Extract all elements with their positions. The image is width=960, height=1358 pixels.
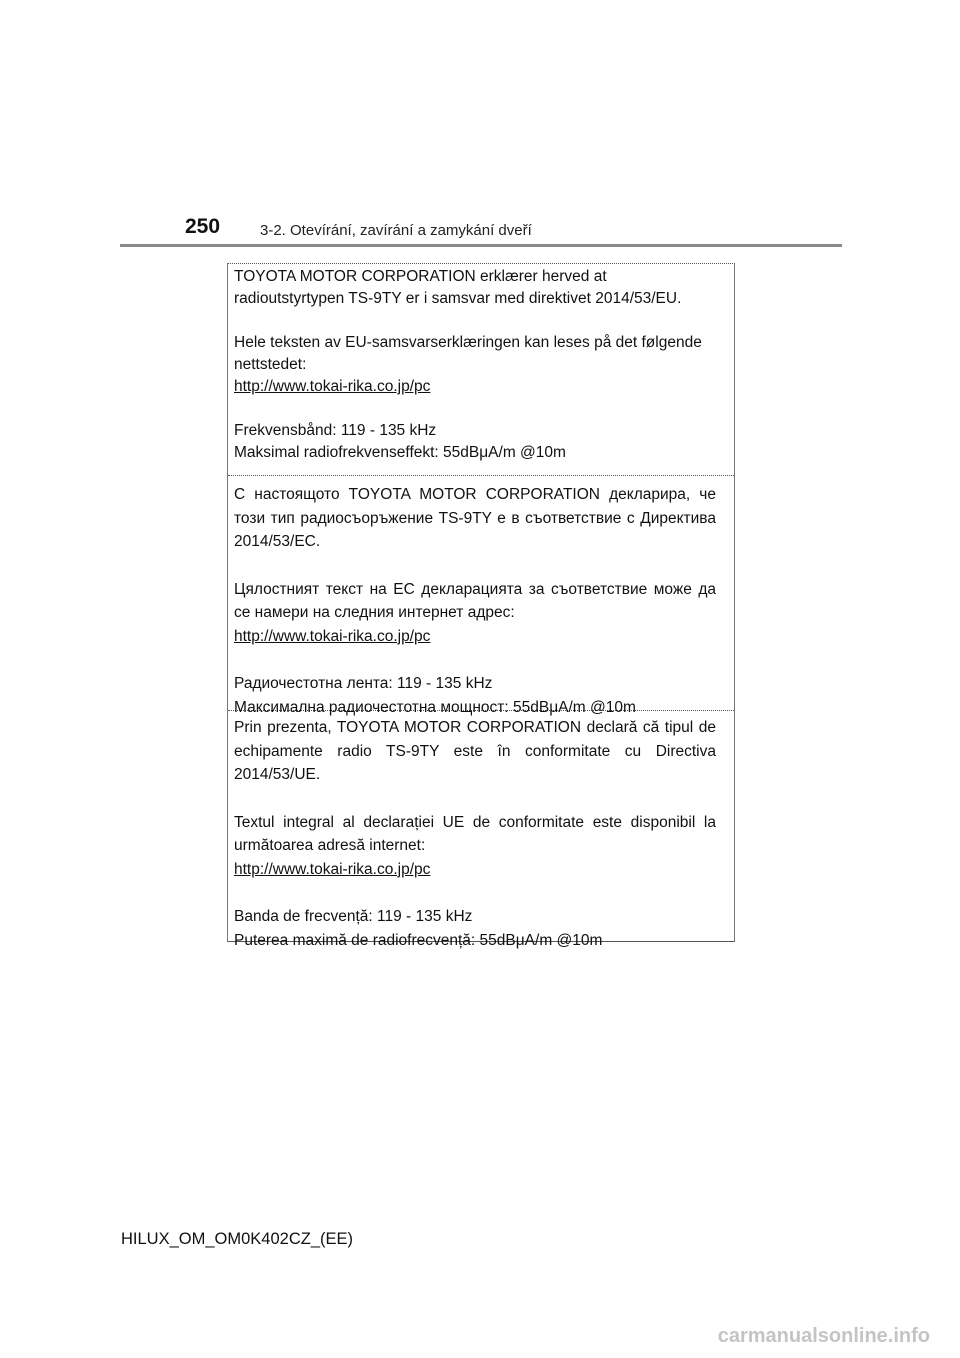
declaration-url-link[interactable]: http://www.tokai-rika.co.jp/pc xyxy=(234,378,431,395)
declaration-url-link[interactable]: http://www.tokai-rika.co.jp/pc xyxy=(234,860,431,878)
declaration-availability: Hele teksten av EU-samsvarserklæringen kan leses på det følgende nettstedet: xyxy=(234,334,702,373)
declaration-panel-bulgarian xyxy=(228,476,734,716)
section-title: 3-2. Otevírání, zavírání a zamykání dveří xyxy=(260,222,532,239)
paragraph-gap xyxy=(234,881,716,905)
declaration-box xyxy=(227,263,735,949)
declaration-panel-norwegian xyxy=(228,264,734,476)
declaration-statement: TOYOTA MOTOR CORPORATION erklærer herved at radioutstyrtypen TS-9TY er i samsvar med direktivet 2014/53/EU. xyxy=(234,268,682,307)
header-rule xyxy=(120,244,842,247)
document-code: HILUX_OM_OM0K402CZ_(EE) xyxy=(121,1230,353,1248)
declaration-url-link[interactable]: http://www.tokai-rika.co.jp/pc xyxy=(234,627,431,645)
frequency-band: Frekvensbånd: 119 - 135 kHz xyxy=(234,422,437,439)
declaration-availability: Textul integral al declarației UE de conformitate este disponibil la următoarea adresă internet: xyxy=(234,813,716,854)
frequency-band: Banda de frecvență: 119 - 135 kHz xyxy=(234,908,473,925)
frequency-band: Радиочестотна лента: 119 - 135 kHz xyxy=(234,675,493,692)
watermark: carmanualsonline.info xyxy=(717,1325,930,1347)
page-number: 250 xyxy=(185,215,221,238)
max-power: Puterea maximă de radiofrecvență: 55dBμA/m @10m xyxy=(234,931,603,949)
declaration-statement: С настоящото TOYOTA MOTOR CORPORATION декларира, че този тип радиосъоръжение TS-9TY е в съответствие с Директива 2014/53/ЕС. xyxy=(234,486,716,550)
paragraph-gap xyxy=(234,787,716,811)
declaration-availability: Цялостният текст на ЕС декларацията за съответствие може да се намери на следния интернет адрес: xyxy=(234,580,716,621)
max-power: Maksimal radiofrekvenseffekt: 55dBμA/m @10m xyxy=(234,444,566,461)
paragraph-gap xyxy=(234,648,716,672)
paragraph-gap xyxy=(234,310,716,332)
max-power: Максимална радиочестотна мощност: 55dBμA/m @10m xyxy=(234,698,636,716)
paragraph-gap xyxy=(234,398,716,420)
declaration-panel-romanian xyxy=(228,711,734,949)
declaration-statement: Prin prezenta, TOYOTA MOTOR CORPORATION declară că tipul de echipamente radio TS-9TY este în conformitate cu Directiva 2014/53/UE. xyxy=(234,719,716,783)
paragraph-gap xyxy=(234,554,716,578)
